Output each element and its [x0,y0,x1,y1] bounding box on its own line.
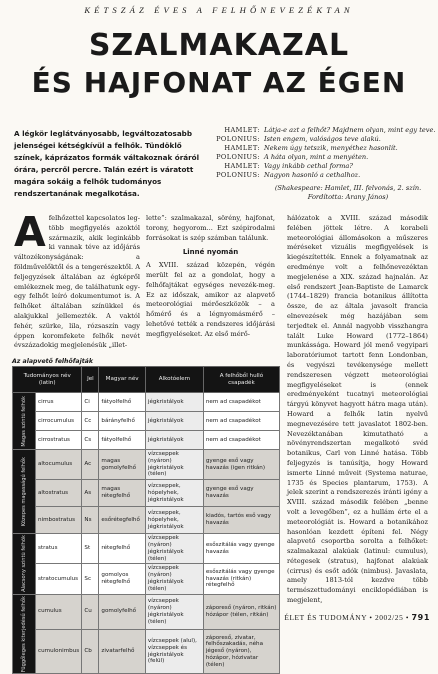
table-cell-comp: vízcseppek (nyáron) jégkristályok (télen) [145,450,203,480]
quote-source [268,184,428,202]
quote-text: Látja-e azt a felhőt? Majdnem olyan, mint egy teve. [264,126,436,134]
quote-source-line-1: (Shakespeare: Hamlet, III. felvonás, 2. szín. [274,184,422,192]
table-cell-hu: zivatarfelhő [99,630,146,674]
quote-speaker: HAMLET: [224,126,260,134]
table-header-hungarian: Magyar név [99,367,146,393]
table-group-label [13,534,36,594]
table-cell-hu: gomolyos rétegfelhő [99,564,146,594]
table-cell-sym: Ns [82,507,99,534]
table-cell-precip: esőszitálás vagy gyenge havazás [203,534,279,564]
cloud-types-table [12,366,280,672]
table-cell-hu: magas rétegfelhő [99,480,146,507]
table-cell-precip: esőszitálás vagy gyenge havazás (ritkán) rétegfelhő [203,564,279,594]
table-cell-precip: záporeső, zivatar, felhőszakadás, néha jégeső (nyáron), hózápor, hózivatar (télen) [203,630,279,674]
table-group-label [13,450,36,534]
table-cell-name: cirrus [36,393,82,412]
table-cell-hu: gomolyfelhő [99,594,146,630]
footer-page-number: 791 [411,613,430,622]
quote-line [205,171,427,180]
table-cell-hu: fátyolfelhő [99,431,146,450]
table-group-label [13,393,36,450]
body-column-2-text-a: lette”: szalmakazal, sörény, hajfonat, torony, hegyorom... Ezt szépirodalmi forrásokat is szép számban találunk. [146,214,275,242]
subheading-linne: Linné nyomán [182,248,239,257]
table-group-label-text: Alacsony szintű felhők [21,535,27,593]
quote-line [205,135,427,144]
table-cell-sym: Cu [82,594,99,630]
table-group-label-text: Függőleges kiterjedésű felhők [21,595,27,672]
table-cell-sym: Ci [82,393,99,412]
quote-text: Isten engem, valóságos teve alakú. [264,134,381,143]
table-cell-sym: Cc [82,412,99,431]
table-cell-name: cumulus [36,594,82,630]
table-cell-hu: rétegfelhő [99,534,146,564]
table-cell-sym: Cs [82,431,99,450]
table-cell-sym: St [82,534,99,564]
table-cell-comp: vízcseppek, hópelyhek, jégkristályok [145,480,203,507]
table-cell-name: cirrostratus [36,431,82,450]
table-cell-name: altocumulus [36,450,82,480]
table-cell-name: nimbostratus [36,507,82,534]
table-cell-precip: gyenge eső vagy havazás (igen ritkán) [203,450,279,480]
table-cell-comp: vízcseppek (nyáron) jégkristályok (télen) [145,534,203,564]
quote-text: Nekem úgy tetszik, menyéthez hasonlít. [264,143,398,152]
table-cell-hu: magas gomolyfelhő [99,450,146,480]
quote-speaker: POLONIUS: [216,134,260,143]
body-column-1 [14,208,140,351]
quote-source-line-2: Fordította: Arany János) [307,192,389,201]
body-column-3 [287,214,428,606]
quote-text: Nagyon hasonló a cethalhoz. [264,170,361,179]
quote-speaker: POLONIUS: [216,152,260,161]
footer-magazine: ÉLET ÉS TUDOMÁNY [284,613,367,622]
table-cell-comp: vízcseppek (nyáron) jégkristályok (télen) [145,594,203,630]
table-header-symbol: Jel [82,367,99,393]
body-column-1-text: felhőzettel kapcsolatos leg-több megfigyelés azoktól származik, akik leginkább ki vannak téve az időjárás változékonyságának: a földművelőktől és a tengerészektől. A feljegyzések általában az égképről emlékeznek meg, de találhatunk egy-egy felhőt leíró dokumentumot is. A felhőket általában színükkel és alakjukkal jellemezték. A vaktól fehér, szürke, lila, rózsaszín vagy éppen koromfekete felhők nevét évszázadokig megjelenésük „illet- [14,214,140,350]
table-row [13,594,280,630]
hamlet-quote [205,126,436,179]
body-column-2-text-b: A XVIII. század közepén, végén merült fel az a gondolat, hogy a felhőfajtákat egységes nevezék-meg. Ez az időszak, amikor az alapvető meteorológiai mérőeszközök – a hőmérő és a légnyomásmérő – lehetővé tették a rendszeres időjárási megfigyeléseket. Az első mérő- [146,261,275,338]
table-cell-precip: nem ad csapadékot [203,412,279,431]
table-row [13,507,280,534]
table-cell-precip: nem ad csapadékot [203,431,279,450]
page-footer: ÉLET ÉS TUDOMÁNY • 2002/25 • 791 [284,613,430,622]
table-row [13,534,280,564]
article-title-line-2: ÉS HAJFONAT AZ ÉGEN [31,66,407,99]
footer-issue: 2002/25 [374,613,404,622]
table-row [13,393,280,412]
table-cell-name: cumulonimbus [36,630,82,674]
table-cell-hu: fátyolfelhő [99,393,146,412]
table-row [13,450,280,480]
table-row [13,564,280,594]
article-title-line-1: SZALMAKAZAL [88,28,350,63]
table-cell-comp: jégkristályok [145,393,203,412]
table-cell-comp: jégkristályok [145,431,203,450]
table-cell-sym: Sc [82,564,99,594]
table-header-latin: Tudományos név (latin) [13,367,82,393]
table-cell-name: cirrocumulus [36,412,82,431]
table-row [13,412,280,431]
table-group-label [13,594,36,673]
quote-text: Vagy inkább cethal forma? [264,161,353,170]
body-column-2 [146,214,275,340]
table-cell-hu: esőrétegfelhő [99,507,146,534]
table-cell-name: altostratus [36,480,82,507]
table-header-precipitation: A felhőből hulló csapadék [203,367,279,393]
quote-text: A háta olyan, mint a menyéten. [264,152,369,161]
table-cell-sym: Cb [82,630,99,674]
table-cell-comp: vízcseppek, hópelyhek, jégkristályok [145,507,203,534]
table-cell-precip: záporeső (nyáron, ritkán) hózápor (télen, ritkán) [203,594,279,630]
table-cell-comp: jégkristályok [145,412,203,431]
table-cell-precip: kiadós, tartós eső vagy havazás [203,507,279,534]
table-cell-name: stratocumulus [36,564,82,594]
body-column-3-text: hálózatok a XVIII. század második felében jöttek létre. A korabeli meteorológiai állomásokon a műszeres méréseket vizuális megfigyelések is kiegészítették. Ennek a folyamatnak az eredménye volt a felhőnevezéktan megjelenése a XIX. század hajnalán. Az első rendszert Jean-Baptiste de Lamarck (1744–1829) francia botanikus állította össze, de az általa javasolt francia elnevezések még hazájában sem terjedtek el. Annál nagyobb visszhangra talált Luke Howard (1772–1864) munkássága. Howard jól menő vegyipari laboratóriumot tartott fenn Londonban, és vegyészi tevékenysége mellett rendszeresen végzett meteorológiai megfigyeléseket is (ennek eredményeként tucatnyi meteorológiai tárgyú könyvet hagyott hátra maga után). Howard a felhők latin nyelvű megnevezésére tett javaslatot 1802-ben. Nevezéktanában kimutatható a növényrendszertan megalkotó svéd botanikus, Carl von Linné hatása. Több feljegyzés is tanúsítja, hogy Howard ismerte Linné műveit (Systema naturae, 1735 és Species plantarum, 1753). A jelek szerint a rendszerezés iránti igény a XVIII. század második felében „benne volt a levegőben”, ez a hullám érte el a meteorológiát is. Howard a botanikához hasonlóan kezdett építeni fel. Négy alapvető csoportba sorolta a felhőket: szalmakazal alakúak (latinul: cumulus), rétegesek (stratus), hajfonat alakúak (cirrus) és esőt adók (nimbus). Javaslata, amely 1813-tól kezdve több természettudományi enciklopédiában is megjelent, [287,214,428,605]
table-header-row [13,367,280,393]
table-cell-name: stratus [36,534,82,564]
table-group-label-text: Magas szintű felhők [21,395,27,447]
quote-line [205,144,427,153]
table-cell-comp: vízcseppek (alul), vízcseppek és jégkristályok (felül) [145,630,203,674]
table-row [13,480,280,507]
table-cell-precip: nem ad csapadékot [203,393,279,412]
quote-speaker: HAMLET: [224,161,260,170]
quote-line [205,126,436,135]
quote-line [205,153,427,162]
table-caption: Az alapvető felhőfajták [12,358,93,365]
table-cell-comp: vízcseppek (nyáron) jégkristályok (télen) [145,564,203,594]
drop-cap: A [14,208,46,256]
quote-line [205,162,427,171]
table-cell-sym: As [82,480,99,507]
quote-speaker: HAMLET: [224,143,260,152]
table-group-label-text: Közepes magasságú felhők [21,456,27,527]
table-cell-precip: gyenge eső vagy havazás [203,480,279,507]
quote-speaker: POLONIUS: [216,170,260,179]
lead-paragraph: A légkör leglátványosabb, legváltozatosabb jelenségei kétségkívül a felhők. Tündöklő színek, káprázatos formák váltakoznak óráról órára, percről percre. Talán ezért is váratott magára sokáig a felhők tudományos rendszertanának megalkotása. [14,129,200,199]
table-row [13,431,280,450]
section-kicker: KÉTSZÁZ ÉVES A FELHŐNEVEZÉKTAN [84,5,354,15]
table-cell-sym: Ac [82,450,99,480]
table-header-composition: Alkotóelem [145,367,203,393]
table-cell-hu: bárányfelhő [99,412,146,431]
table-row [13,630,280,674]
